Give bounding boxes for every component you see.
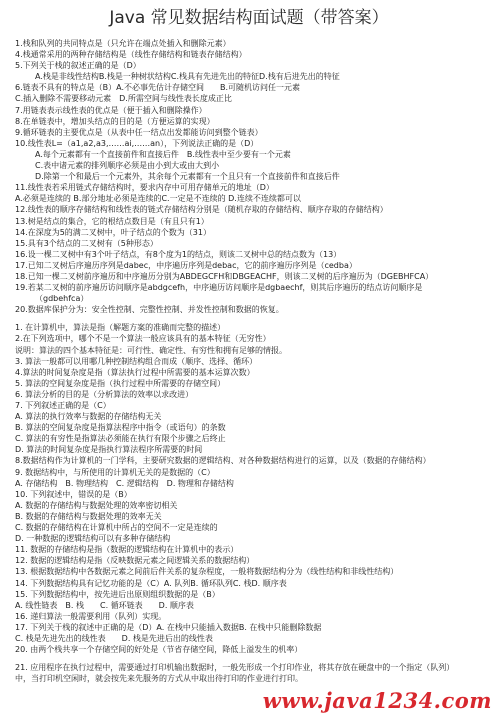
- text-line: 19.若某二叉树的前序遍历访问顺序是abdgcefh，中序遍历访问顺序是dgbaechf，则其后序遍历的结点访问顺序是: [15, 283, 423, 293]
- text-line: 16.设一棵二叉树中有3个叶子结点，有8个度为1的结点，则该二叉树中总的结点数为（13）: [15, 249, 342, 259]
- text-line: 16. 递归算法一般需要利用（队列）实现。: [15, 611, 167, 621]
- text-line: C.插入删除不需要移动元素 D.所需空间与线性表长度成正比: [15, 94, 232, 104]
- section-gap: [15, 655, 493, 662]
- text-line: 5.下列关于栈的叙述正确的是（D）: [15, 61, 141, 71]
- text-line: C.表中诸元素的排列顺序必须是由小到大或由大到小: [35, 161, 220, 171]
- text-line: 14.在深度为5的满二叉树中，叶子结点的个数为（31）: [15, 227, 211, 237]
- text-line: 6.链表不具有的特点是（B）A.不必事先估计存储空间 B.可随机访问任一元素: [15, 83, 301, 93]
- text-line: 12. 数据的逻辑结构是指（反映数据元素之间逻辑关系的数据结构）: [15, 556, 255, 566]
- text-line: A. 算法的执行效率与数据的存储结构无关: [15, 412, 162, 422]
- text-line: 10.线性表L=（a1,a2,a3,……ai,……an），下列说法正确的是（D）: [15, 138, 259, 148]
- text-line: 11.线性表若采用链式存储结构时，要求内存中可用存储单元的地址（D）: [15, 183, 274, 193]
- text-line: 6. 算法分析的目的是（分析算法的效率以求改进）: [15, 389, 194, 399]
- text-line: 1. 在计算机中，算法是指（解题方案的准确而完整的描述）: [15, 323, 226, 333]
- text-line: A. 线性链表 B. 栈 C. 循环链表 D. 顺序表: [15, 600, 194, 610]
- question-section-algorithms: [15, 322, 493, 655]
- text-line: 3. 算法一般都可以用哪几种控制结构组合而成（顺序、选择、循环）: [15, 356, 258, 366]
- text-line: （gdbehfca）: [35, 294, 89, 304]
- text-line: 20. 由两个栈共享一个存储空间的好处是（节省存储空间，降低上溢发生的机率）: [15, 645, 303, 655]
- text-line: 12.线性表的顺序存储结构和线性表的链式存储结构分别是（随机存取的存储结构、顺序存取的存储结构）: [15, 205, 388, 215]
- text-line: 15. 下列数据结构中，按先进后出原则组织数据的是（B）: [15, 589, 220, 599]
- question-section-data-structures: [15, 38, 493, 315]
- text-line: 9.循环链表的主要优点是（从表中任一结点出发都能访问到整个链表）: [15, 127, 263, 137]
- text-line: 1.栈和队列的共同特点是（只允许在端点处插入和删除元素）: [15, 39, 231, 48]
- section-gap: [15, 315, 493, 322]
- text-line: C. 栈是先进先出的线性表 D. 栈是先进后出的线性表: [15, 633, 213, 643]
- question-section-queue: [15, 662, 493, 684]
- text-line: 10. 下列叙述中，错误的是（B）: [15, 489, 132, 499]
- text-line: 9. 数据结构中，与所使用的计算机无关的是数据的（C）: [15, 467, 215, 477]
- text-line: 中，当打印机空闲时，就会按先来先服务的方式从中取出待打印的作业进行打印。: [15, 674, 303, 684]
- text-line: 14. 下列数据结构具有记忆功能的是（C）A. 队列B. 循环队列C. 栈D. 顺序表: [15, 578, 287, 588]
- text-line: A.每个元素都有一个直接前件和直接后件 B.线性表中至少要有一个元素: [35, 149, 291, 159]
- text-line: A.必须是连续的 B.部分地址必须是连续的C.一定是不连续的 D.连续不连续都可以: [15, 194, 301, 204]
- text-line: 4.栈通常采用的两种存储结构是（线性存储结构和链表存储结构）: [15, 50, 247, 60]
- text-line: 21. 应用程序在执行过程中，需要通过打印机输出数据时，一般先形成一个打印作业，将其存放在硬盘中的一个指定（队列）: [15, 663, 455, 673]
- text-line: 说明：算法的四个基本特征是：可行性、确定性、有穷性和拥有足够的情报。: [15, 345, 287, 355]
- text-line: 17.已知二叉树后序遍历序列是dabec，中序遍历序列是debac，它的前序遍历序列是（cedba）: [15, 260, 357, 270]
- text-line: B. 算法的空间复杂度是指算法程序中指令（或语句）的条数: [15, 423, 226, 433]
- text-line: C. 算法的有穷性是指算法必须能在执行有限个步骤之后终止: [15, 434, 226, 444]
- text-line: 8.在单链表中，增加头结点的目的是（方便运算的实现）: [15, 116, 215, 126]
- watermark-logo: www.java1234.com: [262, 688, 492, 713]
- text-line: A.栈是非线性结构B.栈是一种树状结构C.栈具有先进先出的特征D.栈有后进先出的特征: [35, 72, 340, 82]
- text-line: 11. 数据的存储结构是指（数据的逻辑结构在计算机中的表示）: [15, 545, 239, 555]
- text-line: 5. 算法的空间复杂度是指（执行过程中所需要的存储空间）: [15, 378, 226, 388]
- text-line: C. 数据的存储结构在计算机中所占的空间不一定是连续的: [15, 523, 218, 533]
- text-line: 18.已知一棵二叉树前序遍历和中序遍历分别为ABDEGCFH和DBGEACHF，则该二叉树的后序遍历为（DGEBHFCA）: [15, 271, 434, 281]
- document-body: [15, 38, 493, 684]
- text-line: 13.树是结点的集合，它的根结点数目是（有且只有1）: [15, 216, 209, 226]
- text-line: 7. 下列叙述正确的是（C）: [15, 401, 111, 410]
- text-line: B. 数据的存储结构与数据处理的效率无关: [15, 511, 162, 521]
- text-line: D. 算法的时间复杂度是指执行算法程序所需要的时间: [15, 445, 203, 455]
- text-line: D. 一种数据的逻辑结构可以有多种存储结构: [15, 534, 171, 544]
- text-line: 13. 根据数据结构中各数据元素之间前后件关系的复杂程度，一般将数据结构分为（线性结构和非线性结构）: [15, 567, 399, 577]
- text-line: A. 存储结构 B. 物理结构 C. 逻辑结构 D. 物理和存储结构: [15, 478, 234, 488]
- text-line: D.除第一个和最后一个元素外，其余每个元素都有一个且只有一个直接前件和直接后件: [35, 172, 340, 182]
- text-line: 2.在下列选项中，哪个不是一个算法一般应该具有的基本特征（无穷性）: [15, 334, 271, 344]
- text-line: 8.数据结构作为计算机的一门学科，主要研究数据的逻辑结构、对各种数据结构进行的运算，以及（数据的存储结构）: [15, 456, 431, 466]
- document-title: Java 常见数据结构面试题（带答案）: [109, 8, 389, 28]
- text-line: 4.算法的时间复杂度是指（算法执行过程中所需要的基本运算次数）: [15, 367, 255, 377]
- text-line: 7.用链表表示线性表的优点是（便于插入和删除操作）: [15, 105, 207, 115]
- text-line: 17. 下列关于栈的叙述中正确的是（D）A. 在栈中只能插入数据B. 在栈中只能删除数据: [15, 622, 322, 632]
- text-line: 15.具有3个结点的二叉树有（5种形态）: [15, 238, 158, 248]
- text-line: A. 数据的存储结构与数据处理的效率密切相关: [15, 500, 178, 510]
- text-line: 20.数据库保护分为：安全性控制、完整性控制、并发性控制和数据的恢复。: [15, 305, 284, 315]
